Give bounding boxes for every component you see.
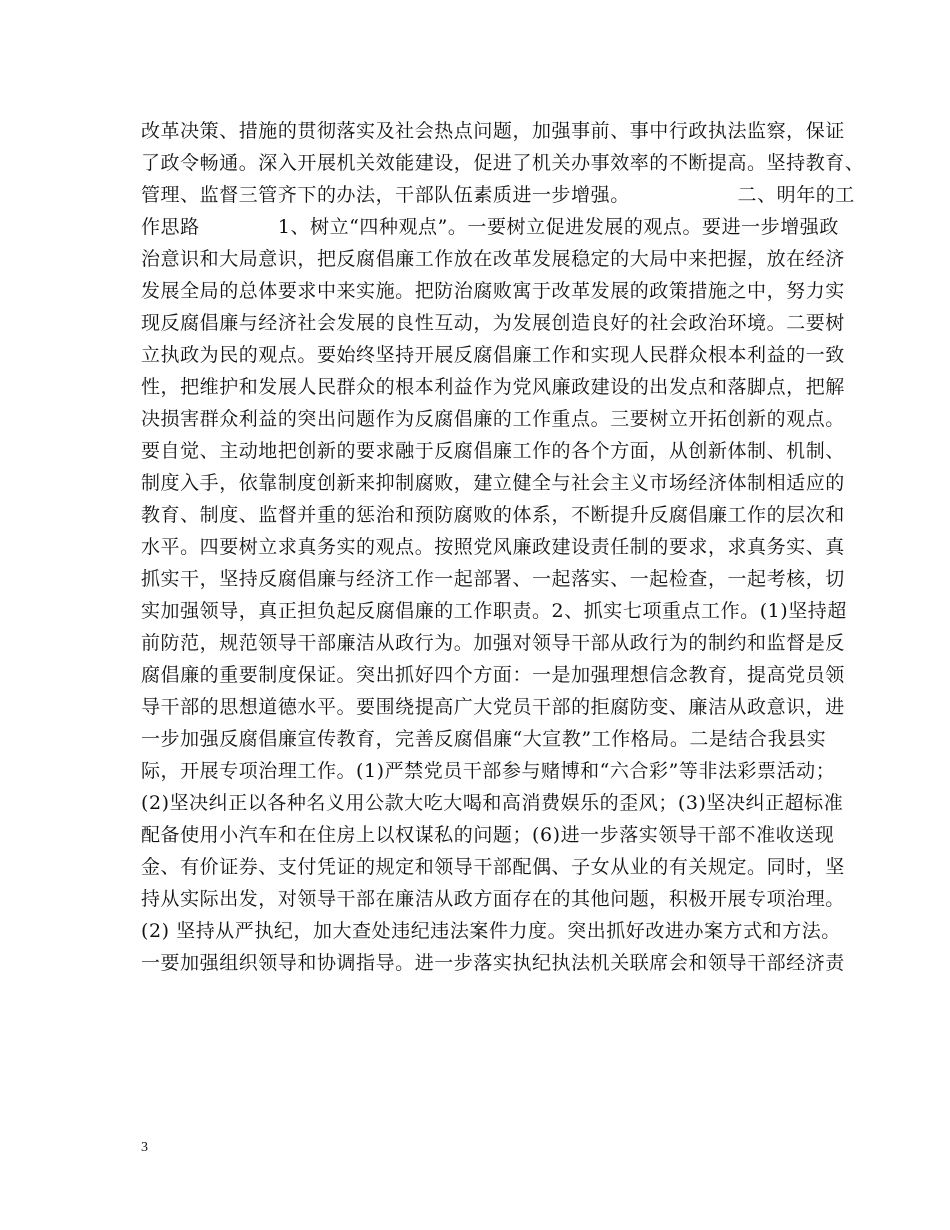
text-line: 前防范，规范领导干部廉洁从政行为。加强对领导干部从政行为的制约和监督是反 bbox=[141, 632, 845, 654]
text-line: (2) 坚持从严执纪，加大查处违纪违法案件力度。突出抓好改进办案方式和方法。 bbox=[141, 920, 841, 942]
text-line: 实加强领导，真正担负起反腐倡廉的工作职责。2、抓实七项重点工作。(1)坚持超 bbox=[141, 600, 847, 622]
text-line: 持从实际出发，对领导干部在廉洁从政方面存在的其他问题，积极开展专项治理。 bbox=[141, 888, 845, 910]
text-line: 导干部的思想道德水平。要围绕提高广大党员干部的拒腐防变、廉洁从政意识，进 bbox=[141, 696, 845, 718]
text-line: 腐倡廉的重要制度保证。突出抓好四个方面：一是加强理想信念教育，提高党员领 bbox=[141, 664, 845, 686]
text-line: 改革决策、措施的贯彻落实及社会热点问题，加强事前、事中行政执法监察，保证 bbox=[141, 120, 845, 142]
text-line: 性，把维护和发展人民群众的根本利益作为党风廉政建设的出发点和落脚点，把解 bbox=[141, 376, 845, 398]
text-line: 现反腐倡廉与经济社会发展的良性互动，为发展创造良好的社会政治环境。二要树 bbox=[141, 312, 845, 334]
text-line: 治意识和大局意识，把反腐倡廉工作放在改革发展稳定的大局中来把握，放在经济 bbox=[141, 248, 845, 270]
text-line: 了政令畅通。深入开展机关效能建设，促进了机关办事效率的不断提高。坚持教育、 bbox=[141, 152, 865, 174]
text-line: 一步加强反腐倡廉宣传教育，完善反腐倡廉“大宣教”工作格局。二是结合我县实 bbox=[141, 728, 827, 750]
text-line: 教育、制度、监督并重的惩治和预防腐败的体系，不断提升反腐倡廉工作的层次和 bbox=[141, 504, 845, 526]
text-line: 要自觉、主动地把创新的要求融于反腐倡廉工作的各个方面，从创新体制、机制、 bbox=[141, 440, 845, 462]
body-text bbox=[141, 115, 865, 979]
text-line: 抓实干，坚持反腐倡廉与经济工作一起部署、一起落实、一起检查，一起考核，切 bbox=[141, 568, 845, 590]
text-line: 立执政为民的观点。要始终坚持开展反腐倡廉工作和实现人民群众根本利益的一致 bbox=[141, 344, 845, 366]
text-line: 一要加强组织领导和协调指导。进一步落实执纪执法机关联席会和领导干部经济责 bbox=[141, 952, 845, 974]
text-line: 决损害群众利益的突出问题作为反腐倡廉的工作重点。三要树立开拓创新的观点。 bbox=[141, 408, 845, 430]
text-line: 发展全局的总体要求中来实施。把防治腐败寓于改革发展的政策措施之中，努力实 bbox=[141, 280, 845, 302]
text-line: 制度入手，依靠制度创新来抑制腐败，建立健全与社会主义市场经济体制相适应的 bbox=[141, 472, 845, 494]
text-line: 金、有价证券、支付凭证的规定和领导干部配偶、子女从业的有关规定。同时，坚 bbox=[141, 856, 845, 878]
text-line: 作思路 1、树立“四种观点”。一要树立促进发展的观点。要进一步增强政 bbox=[141, 216, 839, 238]
text-line: 管理、监督三管齐下的办法，干部队伍素质进一步增强。 二、明年的工 bbox=[141, 184, 855, 206]
text-line: 水平。四要树立求真务实的观点。按照党风廉政建设责任制的要求，求真务实、真 bbox=[141, 536, 845, 558]
text-line: 际，开展专项治理工作。(1)严禁党员干部参与赌博和“六合彩”等非法彩票活动； bbox=[141, 760, 836, 782]
page-number: 3 bbox=[141, 1140, 148, 1155]
text-line: 配备使用小汽车和在住房上以权谋私的问题；(6)进一步落实领导干部不准收送现 bbox=[141, 824, 835, 846]
text-line: (2)坚决纠正以各种名义用公款大吃大喝和高消费娱乐的歪风；(3)坚决纠正超标准 bbox=[141, 792, 844, 814]
